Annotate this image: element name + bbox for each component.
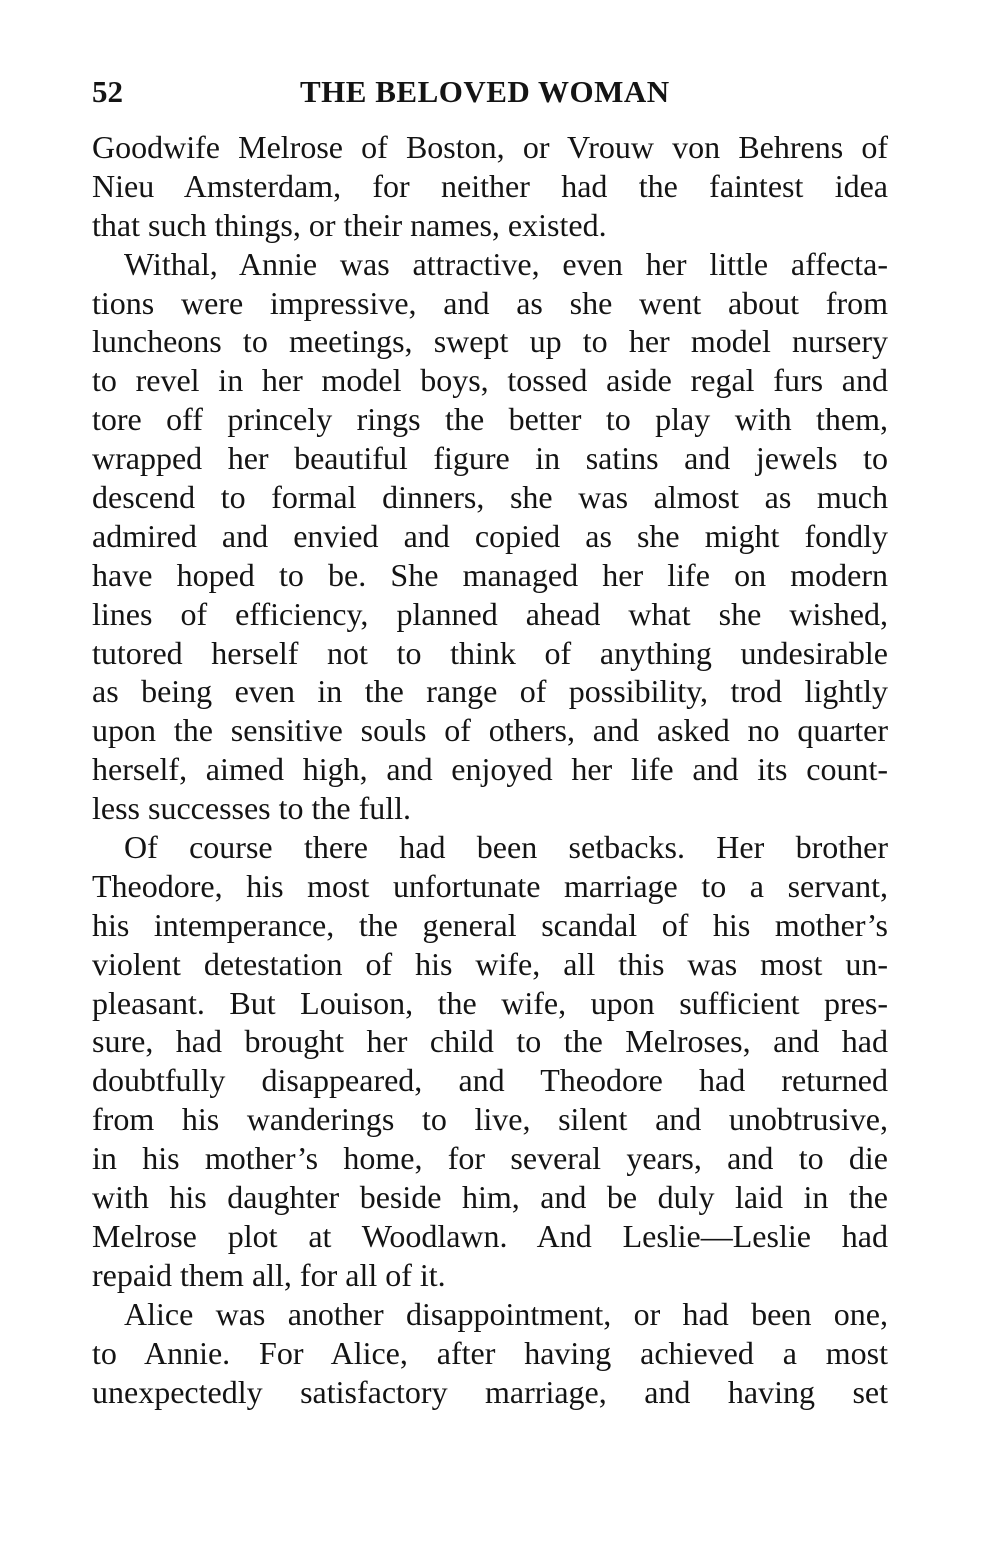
text-line: from his wanderings to live, silent and unobtrusive, bbox=[92, 1101, 888, 1138]
text-line: his intemperance, the general scandal of his mother’s bbox=[92, 906, 888, 943]
text-line: have hoped to be. She managed her life on modern bbox=[92, 556, 888, 593]
text-line: luncheons to meetings, swept up to her model nursery bbox=[92, 323, 888, 360]
body-text bbox=[92, 128, 888, 1411]
text-line: admired and envied and copied as she might fondly bbox=[92, 517, 888, 554]
text-line: less successes to the full. bbox=[92, 790, 412, 827]
text-line: wrapped her beautiful figure in satins and jewels to bbox=[92, 440, 888, 477]
text-line: unexpectedly satisfactory marriage, and having set bbox=[92, 1373, 888, 1410]
text-line: violent detestation of his wife, all this was most un- bbox=[92, 945, 888, 982]
page-number: 52 bbox=[92, 74, 123, 109]
text-line: Alice was another disappointment, or had been one, bbox=[124, 1295, 888, 1332]
text-line: with his daughter beside him, and be duly laid in the bbox=[92, 1179, 888, 1216]
running-head-title: THE BELOVED WOMAN bbox=[300, 74, 670, 109]
text-line: Melrose plot at Woodlawn. And Leslie—Leslie had bbox=[92, 1217, 888, 1254]
text-line: Withal, Annie was attractive, even her little affecta- bbox=[124, 245, 888, 282]
text-line: sure, had brought her child to the Melroses, and had bbox=[92, 1023, 888, 1060]
text-line: pleasant. But Louison, the wife, upon sufficient pres- bbox=[92, 984, 888, 1021]
text-line: tutored herself not to think of anything undesirable bbox=[92, 634, 888, 671]
text-line: as being even in the range of possibility, trod lightly bbox=[92, 673, 888, 710]
text-line: descend to formal dinners, she was almost as much bbox=[92, 479, 888, 516]
text-line: upon the sensitive souls of others, and asked no quarter bbox=[92, 712, 888, 749]
running-head bbox=[92, 70, 888, 114]
text-line: doubtfully disappeared, and Theodore had returned bbox=[92, 1062, 888, 1099]
text-line: repaid them all, for all of it. bbox=[92, 1256, 446, 1293]
text-line: to revel in her model boys, tossed aside regal furs and bbox=[92, 362, 888, 399]
text-line: to Annie. For Alice, after having achieved a most bbox=[92, 1334, 888, 1371]
text-line: Of course there had been setbacks. Her brother bbox=[124, 829, 888, 866]
text-line: herself, aimed high, and enjoyed her life and its count- bbox=[92, 751, 888, 788]
text-line: tore off princely rings the better to play with them, bbox=[92, 401, 888, 438]
text-line: tions were impressive, and as she went about from bbox=[92, 284, 888, 321]
text-line: in his mother’s home, for several years, and to die bbox=[92, 1140, 888, 1177]
text-line: lines of efficiency, planned ahead what she wished, bbox=[92, 595, 888, 632]
text-line: Goodwife Melrose of Boston, or Vrouw von Behrens of bbox=[92, 129, 888, 165]
text-line: Theodore, his most unfortunate marriage to a servant, bbox=[92, 867, 888, 904]
text-line: Nieu Amsterdam, for neither had the faintest idea bbox=[92, 167, 888, 204]
text-line: that such things, or their names, existed. bbox=[92, 206, 607, 243]
